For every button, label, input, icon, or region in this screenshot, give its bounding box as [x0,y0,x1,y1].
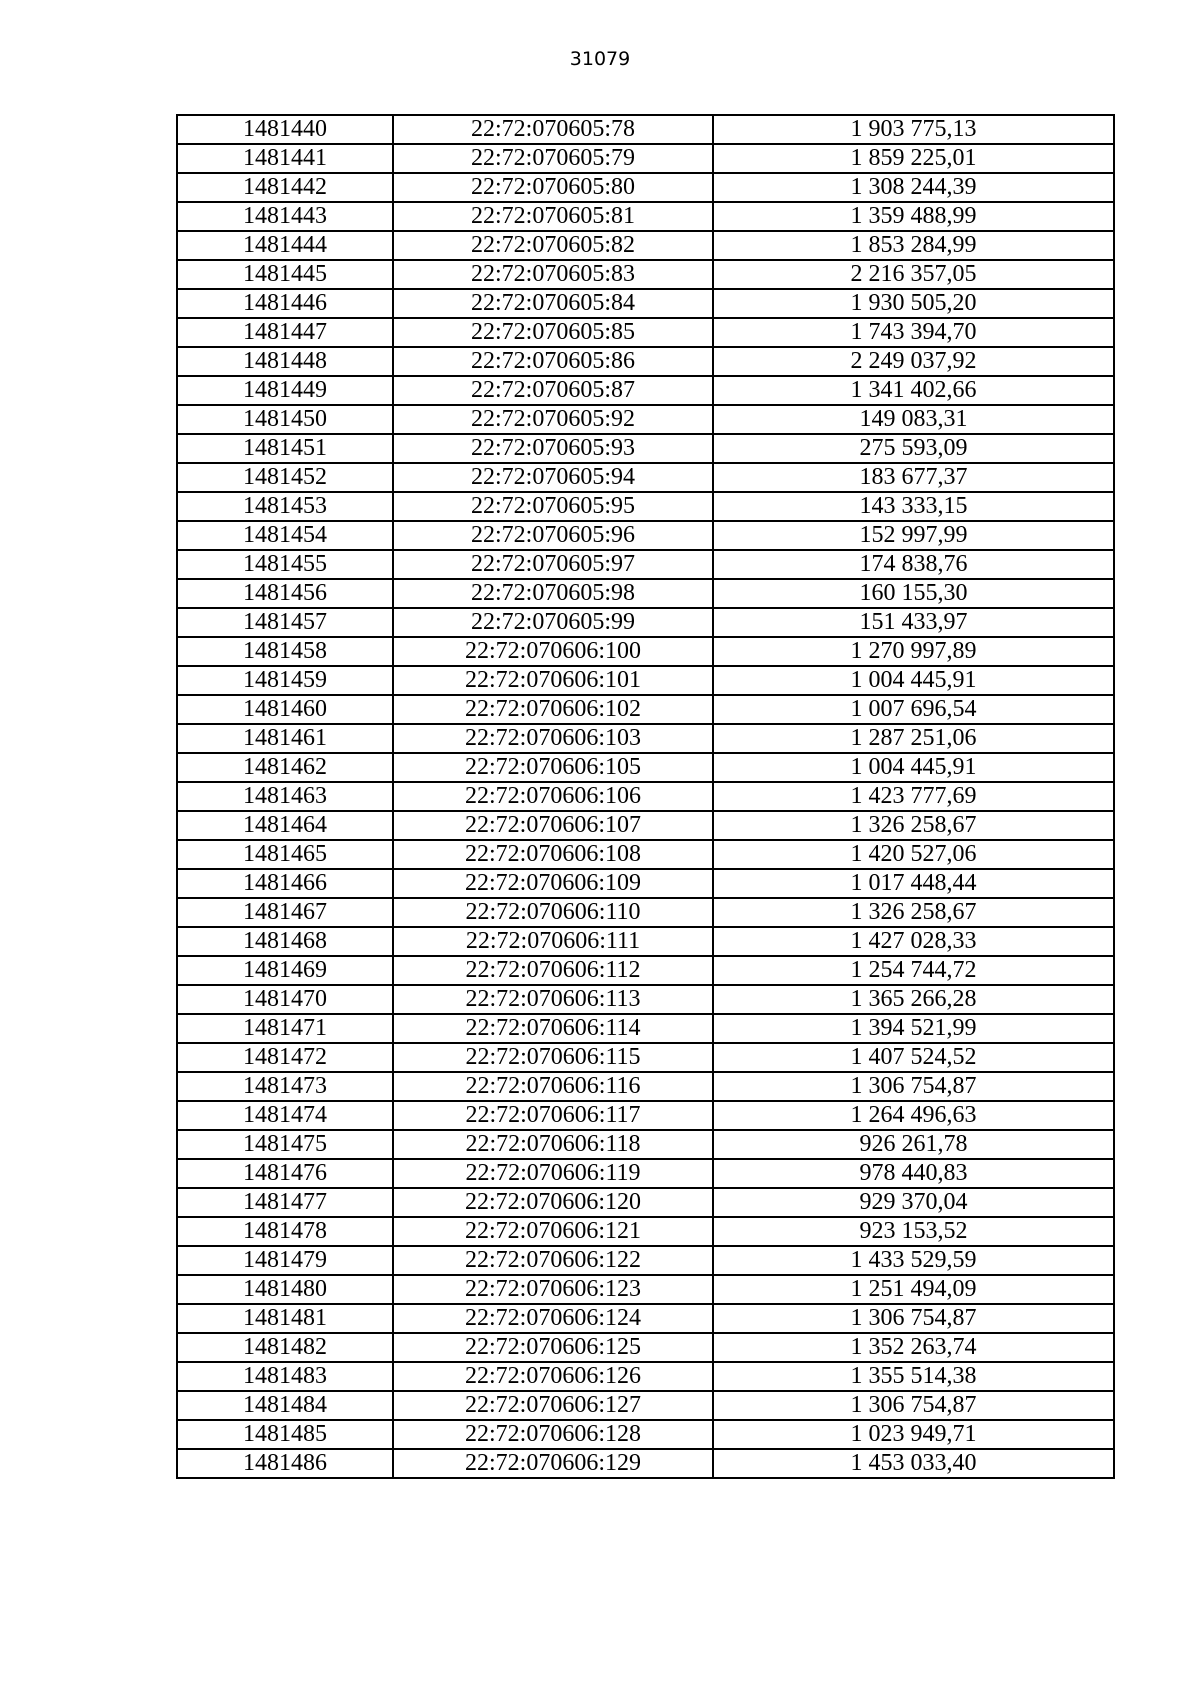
record-number-cell: 1481458 [177,637,393,666]
record-number-cell: 1481482 [177,1333,393,1362]
value-cell: 1 352 263,74 [713,1333,1114,1362]
record-number-cell: 1481462 [177,753,393,782]
cadastral-number-cell: 22:72:070606:127 [393,1391,713,1420]
value-cell: 1 394 521,99 [713,1014,1114,1043]
value-cell: 1 427 028,33 [713,927,1114,956]
cadastral-number-cell: 22:72:070606:125 [393,1333,713,1362]
record-number-cell: 1481470 [177,985,393,1014]
cadastral-number-cell: 22:72:070606:111 [393,927,713,956]
value-cell: 2 216 357,05 [713,260,1114,289]
table-row [177,1304,1114,1333]
cadastral-number-cell: 22:72:070606:116 [393,1072,713,1101]
table-row [177,695,1114,724]
value-cell: 1 326 258,67 [713,898,1114,927]
record-number-cell: 1481463 [177,782,393,811]
cadastral-number-cell: 22:72:070605:94 [393,463,713,492]
cadastral-number-cell: 22:72:070606:100 [393,637,713,666]
cadastral-number-cell: 22:72:070606:117 [393,1101,713,1130]
value-cell: 1 341 402,66 [713,376,1114,405]
cadastral-number-cell: 22:72:070606:108 [393,840,713,869]
cadastral-number-cell: 22:72:070606:118 [393,1130,713,1159]
value-cell: 1 254 744,72 [713,956,1114,985]
value-cell: 152 997,99 [713,521,1114,550]
cadastral-number-cell: 22:72:070605:95 [393,492,713,521]
record-number-cell: 1481457 [177,608,393,637]
record-number-cell: 1481456 [177,579,393,608]
table-row [177,956,1114,985]
value-cell: 183 677,37 [713,463,1114,492]
cadastral-number-cell: 22:72:070605:84 [393,289,713,318]
table-row [177,347,1114,376]
value-cell: 1 433 529,59 [713,1246,1114,1275]
value-cell: 1 365 266,28 [713,985,1114,1014]
cadastral-number-cell: 22:72:070605:80 [393,173,713,202]
cadastral-number-cell: 22:72:070605:99 [393,608,713,637]
table-row [177,898,1114,927]
record-number-cell: 1481474 [177,1101,393,1130]
cadastral-number-cell: 22:72:070605:78 [393,115,713,144]
record-number-cell: 1481453 [177,492,393,521]
value-cell: 275 593,09 [713,434,1114,463]
cadastral-number-cell: 22:72:070606:129 [393,1449,713,1478]
cadastral-number-cell: 22:72:070606:121 [393,1217,713,1246]
table-row [177,1333,1114,1362]
table-row [177,985,1114,1014]
record-number-cell: 1481449 [177,376,393,405]
cadastral-number-cell: 22:72:070606:124 [393,1304,713,1333]
cadastral-number-cell: 22:72:070606:119 [393,1159,713,1188]
value-cell: 978 440,83 [713,1159,1114,1188]
table-row [177,1362,1114,1391]
cadastral-number-cell: 22:72:070606:120 [393,1188,713,1217]
cadastral-number-cell: 22:72:070605:98 [393,579,713,608]
value-cell: 1 420 527,06 [713,840,1114,869]
record-number-cell: 1481454 [177,521,393,550]
table-row [177,1420,1114,1449]
value-cell: 1 287 251,06 [713,724,1114,753]
table-row [177,1275,1114,1304]
value-cell: 151 433,97 [713,608,1114,637]
record-number-cell: 1481468 [177,927,393,956]
table-row [177,1449,1114,1478]
table-row [177,1072,1114,1101]
value-cell: 923 153,52 [713,1217,1114,1246]
table-body [177,115,1114,1478]
table-row [177,840,1114,869]
record-number-cell: 1481469 [177,956,393,985]
record-number-cell: 1481478 [177,1217,393,1246]
table-row [177,405,1114,434]
record-number-cell: 1481447 [177,318,393,347]
record-number-cell: 1481442 [177,173,393,202]
table-row [177,608,1114,637]
value-cell: 149 083,31 [713,405,1114,434]
table-row [177,782,1114,811]
value-cell: 1 306 754,87 [713,1304,1114,1333]
value-cell: 1 004 445,91 [713,753,1114,782]
table-row [177,1014,1114,1043]
record-number-cell: 1481480 [177,1275,393,1304]
record-number-cell: 1481466 [177,869,393,898]
cadastral-number-cell: 22:72:070605:96 [393,521,713,550]
value-cell: 1 407 524,52 [713,1043,1114,1072]
table-row [177,318,1114,347]
table-row [177,1043,1114,1072]
value-cell: 1 355 514,38 [713,1362,1114,1391]
page-number: 31079 [569,48,631,70]
value-cell: 160 155,30 [713,579,1114,608]
table-row [177,927,1114,956]
record-number-cell: 1481459 [177,666,393,695]
record-number-cell: 1481460 [177,695,393,724]
table-row [177,260,1114,289]
record-number-cell: 1481461 [177,724,393,753]
data-table [176,114,1115,1479]
cadastral-number-cell: 22:72:070606:109 [393,869,713,898]
cadastral-number-cell: 22:72:070605:87 [393,376,713,405]
table-row [177,115,1114,144]
record-number-cell: 1481477 [177,1188,393,1217]
table-row [177,550,1114,579]
table-row [177,492,1114,521]
record-number-cell: 1481443 [177,202,393,231]
table-row [177,666,1114,695]
value-cell: 1 270 997,89 [713,637,1114,666]
value-cell: 2 249 037,92 [713,347,1114,376]
cadastral-number-cell: 22:72:070605:93 [393,434,713,463]
table-row [177,144,1114,173]
table-row [177,376,1114,405]
record-number-cell: 1481450 [177,405,393,434]
cadastral-number-cell: 22:72:070606:106 [393,782,713,811]
cadastral-number-cell: 22:72:070606:101 [393,666,713,695]
value-cell: 1 853 284,99 [713,231,1114,260]
value-cell: 1 423 777,69 [713,782,1114,811]
value-cell: 1 453 033,40 [713,1449,1114,1478]
value-cell: 926 261,78 [713,1130,1114,1159]
record-number-cell: 1481471 [177,1014,393,1043]
record-number-cell: 1481467 [177,898,393,927]
record-number-cell: 1481465 [177,840,393,869]
table-row [177,521,1114,550]
record-number-cell: 1481444 [177,231,393,260]
record-number-cell: 1481484 [177,1391,393,1420]
value-cell: 174 838,76 [713,550,1114,579]
cadastral-number-cell: 22:72:070605:81 [393,202,713,231]
value-cell: 1 306 754,87 [713,1391,1114,1420]
cadastral-number-cell: 22:72:070606:105 [393,753,713,782]
table-row [177,1246,1114,1275]
cadastral-number-cell: 22:72:070606:114 [393,1014,713,1043]
record-number-cell: 1481476 [177,1159,393,1188]
record-number-cell: 1481451 [177,434,393,463]
value-cell: 1 743 394,70 [713,318,1114,347]
table-row [177,1391,1114,1420]
cadastral-number-cell: 22:72:070605:82 [393,231,713,260]
value-cell: 1 306 754,87 [713,1072,1114,1101]
value-cell: 1 903 775,13 [713,115,1114,144]
record-number-cell: 1481464 [177,811,393,840]
table-row [177,231,1114,260]
table-row [177,1188,1114,1217]
record-number-cell: 1481446 [177,289,393,318]
record-number-cell: 1481481 [177,1304,393,1333]
table-row [177,434,1114,463]
table-row [177,811,1114,840]
cadastral-number-cell: 22:72:070606:128 [393,1420,713,1449]
value-cell: 1 359 488,99 [713,202,1114,231]
table-row [177,724,1114,753]
table-row [177,753,1114,782]
record-number-cell: 1481473 [177,1072,393,1101]
table-row [177,173,1114,202]
table-row [177,1217,1114,1246]
table-row [177,1159,1114,1188]
value-cell: 1 023 949,71 [713,1420,1114,1449]
value-cell: 1 930 505,20 [713,289,1114,318]
record-number-cell: 1481441 [177,144,393,173]
value-cell: 1 007 696,54 [713,695,1114,724]
cadastral-number-cell: 22:72:070606:126 [393,1362,713,1391]
record-number-cell: 1481485 [177,1420,393,1449]
value-cell: 929 370,04 [713,1188,1114,1217]
cadastral-number-cell: 22:72:070605:86 [393,347,713,376]
value-cell: 1 264 496,63 [713,1101,1114,1130]
table-row [177,463,1114,492]
cadastral-number-cell: 22:72:070605:79 [393,144,713,173]
table-row [177,869,1114,898]
record-number-cell: 1481440 [177,115,393,144]
table-row [177,202,1114,231]
value-cell: 1 017 448,44 [713,869,1114,898]
cadastral-number-cell: 22:72:070606:110 [393,898,713,927]
value-cell: 1 859 225,01 [713,144,1114,173]
record-number-cell: 1481455 [177,550,393,579]
record-number-cell: 1481472 [177,1043,393,1072]
table-row [177,1130,1114,1159]
cadastral-number-cell: 22:72:070605:97 [393,550,713,579]
table-row [177,1101,1114,1130]
cadastral-number-cell: 22:72:070606:103 [393,724,713,753]
table-row [177,579,1114,608]
record-number-cell: 1481479 [177,1246,393,1275]
value-cell: 143 333,15 [713,492,1114,521]
record-number-cell: 1481475 [177,1130,393,1159]
value-cell: 1 326 258,67 [713,811,1114,840]
value-cell: 1 004 445,91 [713,666,1114,695]
cadastral-number-cell: 22:72:070606:102 [393,695,713,724]
value-cell: 1 308 244,39 [713,173,1114,202]
record-number-cell: 1481483 [177,1362,393,1391]
record-number-cell: 1481445 [177,260,393,289]
record-number-cell: 1481452 [177,463,393,492]
table-row [177,289,1114,318]
cadastral-number-cell: 22:72:070605:83 [393,260,713,289]
cadastral-number-cell: 22:72:070606:112 [393,956,713,985]
record-number-cell: 1481486 [177,1449,393,1478]
value-cell: 1 251 494,09 [713,1275,1114,1304]
cadastral-number-cell: 22:72:070606:122 [393,1246,713,1275]
cadastral-number-cell: 22:72:070606:115 [393,1043,713,1072]
cadastral-number-cell: 22:72:070605:92 [393,405,713,434]
cadastral-number-cell: 22:72:070606:113 [393,985,713,1014]
cadastral-number-cell: 22:72:070605:85 [393,318,713,347]
cadastral-number-cell: 22:72:070606:107 [393,811,713,840]
table-row [177,637,1114,666]
record-number-cell: 1481448 [177,347,393,376]
cadastral-number-cell: 22:72:070606:123 [393,1275,713,1304]
